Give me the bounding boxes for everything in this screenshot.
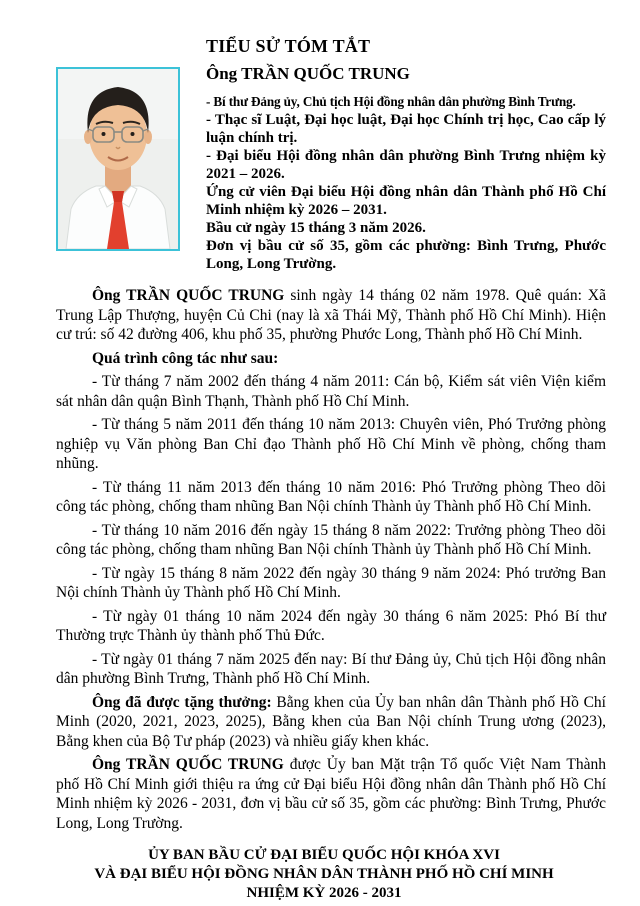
footer-line: VÀ ĐẠI BIỂU HỘI ĐỒNG NHÂN DÂN THÀNH PHỐ HỒ CHÍ MINH xyxy=(94,866,554,882)
career-item: - Từ tháng 10 năm 2016 đến ngày 15 tháng 8 năm 2022: Trưởng phòng Theo dõi công tác phòng, chống tham nhũng Ban Nội chính Thành ủy Thành phố Hồ Chí Minh. xyxy=(56,521,606,558)
summary-line: - Đại biểu Hội đồng nhân dân phường Bình Trưng nhiệm kỳ 2021 – 2026. xyxy=(206,148,606,182)
awards-text: Bằng khen của Ủy ban nhân dân Thành phố Hồ Chí Minh (2020, 2021, 2023, 2025), Bằng khen của Ban Nội chính Trung ương (2023), Bằng khen của Bộ Tư pháp (2023) và nhiều giấy khen khác. xyxy=(56,693,606,750)
candidate-name: Ông TRẦN QUỐC TRUNG xyxy=(206,64,410,83)
page-title: TIỂU SỬ TÓM TẮT xyxy=(206,36,371,56)
summary-line: Ứng cử viên Đại biểu Hội đồng nhân dân Thành phố Hồ Chí Minh nhiệm kỳ 2026 – 2031. xyxy=(206,184,606,218)
footer-line: NHIỆM KỲ 2026 - 2031 xyxy=(246,885,402,901)
intro-paragraph xyxy=(56,286,606,345)
career-item: - Từ ngày 15 tháng 8 năm 2022 đến ngày 30 tháng 9 năm 2024: Phó trưởng Ban Nội chính Thành ủy Thành phố Hồ Chí Minh. xyxy=(56,564,606,601)
document-header xyxy=(56,36,606,273)
summary-line: - Thạc sĩ Luật, Đại học luật, Đại học Chính trị học, Cao cấp lý luận chính trị. xyxy=(206,112,606,146)
intro-lead: Ông TRẦN QUỐC TRUNG xyxy=(92,287,285,304)
career-heading: Quá trình công tác như sau: xyxy=(92,349,279,367)
nomination-paragraph xyxy=(56,755,606,833)
career-item: - Từ ngày 01 tháng 10 năm 2024 đến ngày 30 tháng 6 năm 2025: Phó Bí thư Thường trực Thành ủy thành phố Thủ Đức. xyxy=(56,607,606,644)
career-item: - Từ tháng 5 năm 2011 đến tháng 10 năm 2013: Chuyên viên, Phó Trưởng phòng nghiệp vụ Văn phòng Ban Chỉ đạo Thành phố Hồ Chí Minh về phòng, chống tham nhũng. xyxy=(56,416,606,472)
document-footer xyxy=(42,846,606,903)
career-item: - Từ tháng 11 năm 2013 đến tháng 10 năm 2016: Phó Trưởng phòng Theo dõi công tác phòng, chống tham nhũng Ban Nội chính Thành ủy Thành phố Hồ Chí Minh. xyxy=(56,478,606,515)
header-text-column xyxy=(180,36,606,273)
nomination-text: được Ủy ban Mặt trận Tổ quốc Việt Nam Thành phố Hồ Chí Minh giới thiệu ra ứng cử Đại biểu Hội đồng nhân dân Thành phố Hồ Chí Minh nhiệm kỳ 2026 - 2031, đơn vị bầu cử số 35, gồm các phường: Bình Trưng, Phước Long, Long Trường. xyxy=(56,756,607,832)
nomination-lead: Ông TRẦN QUỐC TRUNG xyxy=(92,756,284,773)
summary-line: - Bí thư Đảng ủy, Chủ tịch Hội đồng nhân dân phường Bình Trưng. xyxy=(206,94,576,109)
awards-lead: Ông đã được tặng thưởng: xyxy=(92,693,272,711)
footer-line: ỦY BAN BẦU CỬ ĐẠI BIỂU QUỐC HỘI KHÓA XVI xyxy=(148,847,500,863)
portrait-man-icon xyxy=(58,69,178,249)
summary-line: Bầu cử ngày 15 tháng 3 năm 2026. xyxy=(206,220,426,236)
summary-line: Đơn vị bầu cử số 35, gồm các phường: Bình Trưng, Phước Long, Long Trường. xyxy=(206,238,606,272)
photo-column xyxy=(56,67,180,251)
candidate-summary xyxy=(206,93,606,273)
awards-paragraph xyxy=(56,693,606,752)
career-item: - Từ tháng 7 năm 2002 đến tháng 4 năm 2011: Cán bộ, Kiểm sát viên Viện kiểm sát nhân dân quận Bình Thạnh, Thành phố Hồ Chí Minh. xyxy=(56,373,606,410)
career-item: - Từ ngày 01 tháng 7 năm 2025 đến nay: Bí thư Đảng ủy, Chủ tịch Hội đồng nhân dân phường Bình Trưng, Thành phố Hồ Chí Minh. xyxy=(56,650,606,687)
candidate-photo xyxy=(56,67,180,251)
document-body xyxy=(56,286,606,833)
intro-text: sinh ngày 14 tháng 02 năm 1978. Quê quán: Xã Trung Lập Thượng, huyện Củ Chi (nay là xã Thái Mỹ, Thành phố Hồ Chí Minh). Hiện cư trú: số 42 đường 406, khu phố 35, phường Phước Long, Thành phố Hồ Chí Minh. xyxy=(56,287,606,343)
